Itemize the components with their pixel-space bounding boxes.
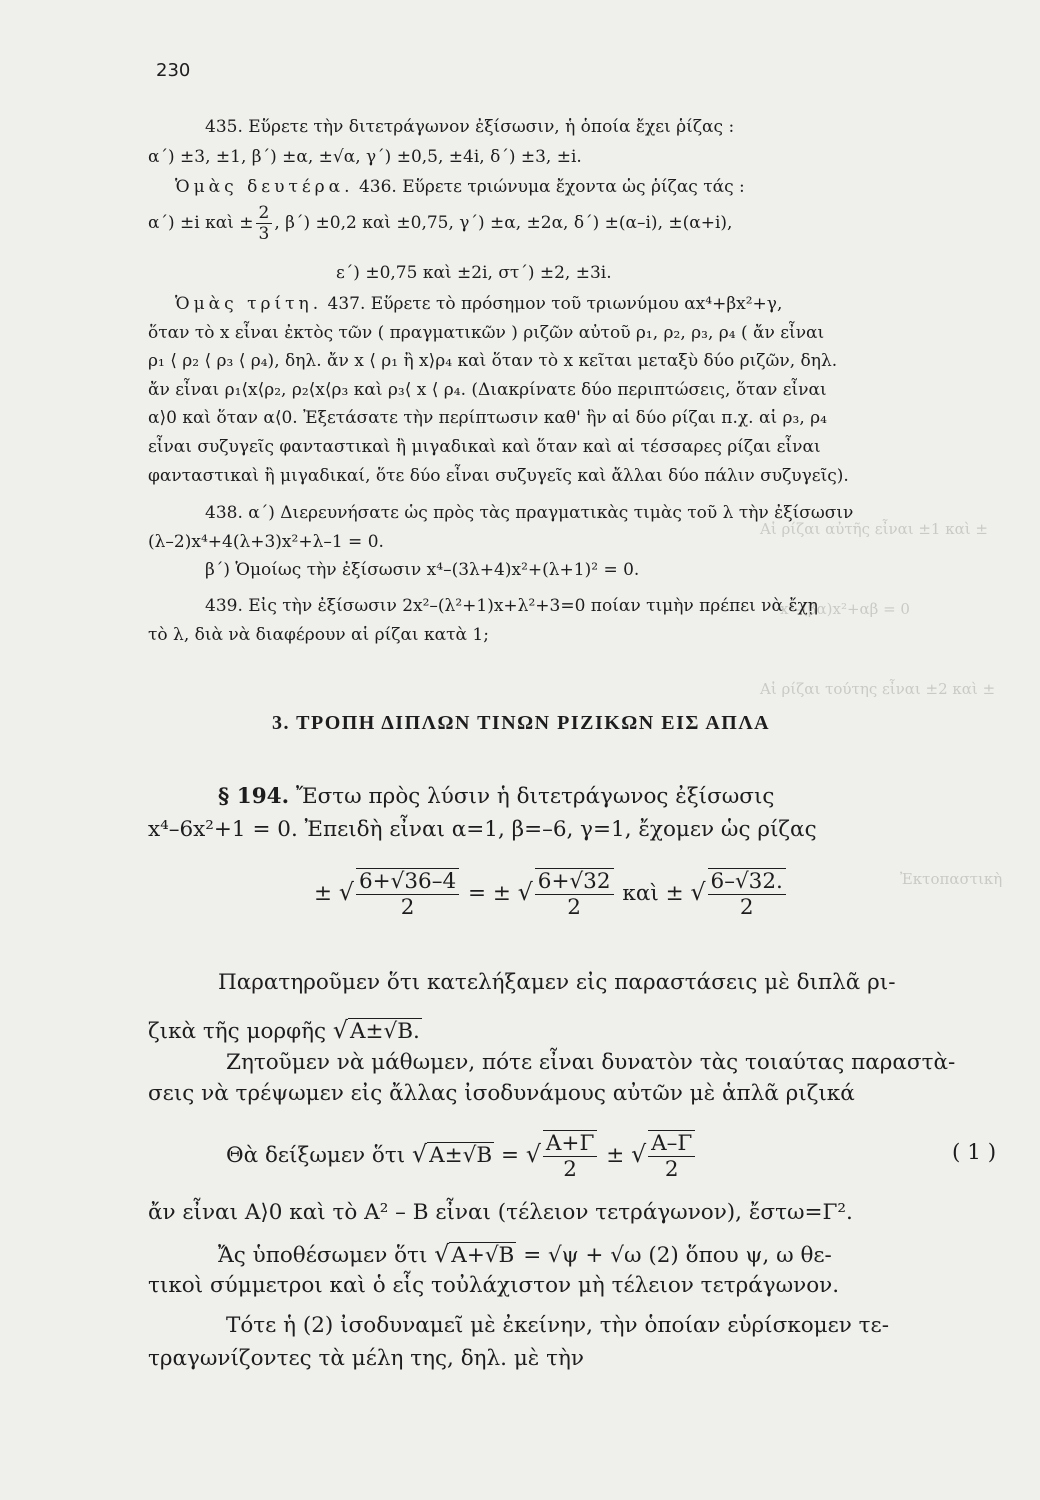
exercise-438-body: β΄) Ὁμοίως τὴν ἐξίσωσιν x⁴–(3λ+4)x²+(λ+1)² = 0. xyxy=(205,560,640,580)
bleed-through-text: x⁴–(βα)x²+αβ = 0 xyxy=(780,600,910,618)
exercise-437-text: 437. Εὕρετε τὸ πρόσημον τοῦ τριωνύμου αx⁴+βx²+γ, xyxy=(327,294,783,314)
radical-sign: √ xyxy=(517,878,533,906)
paragraph-text: σεις νὰ τρέψωμεν εἰς ἄλλας ἰσοδυνάμους αὐτῶν μὲ ἁπλᾶ ριζικά xyxy=(148,1081,855,1106)
radicand: A±√B. xyxy=(349,1019,420,1044)
paragraph-text: Ζητοῦμεν νὰ μάθωμεν, πότε εἶναι δυνατὸν τὰς τοιαύτας παραστὰ- xyxy=(226,1050,956,1075)
exercise-438-equation: (λ–2)x⁴+4(λ+3)x²+λ–1 = 0. xyxy=(148,532,384,552)
fraction-numerator: 6+√32 xyxy=(535,868,614,895)
section-heading: 3. ΤΡΟΠΗ ΔΙΠΛΩΝ ΤΙΝΩΝ ΡΙΖΙΚΩΝ ΕΙΣ ΑΠΛΑ xyxy=(272,712,771,734)
fraction xyxy=(256,203,273,244)
fraction-numerator: 6–√32. xyxy=(708,868,786,895)
conjunction: καὶ ± xyxy=(622,881,684,906)
radicand: A±√B xyxy=(429,1143,493,1168)
exercise-437-body: ὅταν τὸ x εἶναι ἐκτὸς τῶν ( πραγματικῶν ) ριζῶν αὐτοῦ ρ₁, ρ₂, ρ₃, ρ₄ ( ἄν εἶναι xyxy=(148,323,825,343)
equals-plus-minus: = ± xyxy=(467,881,511,906)
text-run: = √ψ + √ω (2) ὅπου ψ, ω θε- xyxy=(523,1243,832,1268)
roots-formula xyxy=(314,868,788,920)
fraction xyxy=(648,1130,695,1182)
exercise-437-body: α⟩0 καὶ ὅταν α⟨0. Ἐξετάσατε τὴν περίπτωσιν καθ' ἣν αἱ δύο ρίζαι π.χ. αἱ ρ₃, ρ₄ xyxy=(148,408,827,428)
paragraph-194-line xyxy=(218,784,774,809)
exercise-439-body: 439. Εἰς τὴν ἐξίσωσιν 2x²–(λ²+1)x+λ²+3=0 ποίαν τιμὴν πρέπει νὰ ἔχῃ xyxy=(205,596,818,616)
equation-number: ( 1 ) xyxy=(952,1140,997,1165)
paragraph-text: ἄν εἶναι A⟩0 καὶ τὸ A² – B εἶναι (τέλειον τετράγωνον), ἔστω=Γ². xyxy=(148,1200,853,1225)
group-label: Ὁμὰς τρίτη. xyxy=(175,294,323,314)
paragraph-text xyxy=(148,1016,422,1044)
paragraph-text: x⁴–6x²+1 = 0. Ἐπειδὴ εἶναι α=1, β=–6, γ=1, ἔχομεν ὡς ρίζας xyxy=(148,817,817,842)
paragraph-text: Τότε ἡ (2) ἰσοδυναμεῖ μὲ ἐκείνην, τὴν ὁποίαν εὑρίσκομεν τε- xyxy=(226,1313,889,1338)
bleed-through-text: Αἱ ρίζαι αὐτῆς εἶναι ±1 καὶ ± xyxy=(760,520,988,538)
exercise-436-text: 436. Εὕρετε τριώνυμα ἔχοντα ὡς ῥίζας τάς : xyxy=(358,177,745,197)
group-label: Ὁμὰς δευτέρα. xyxy=(175,177,354,197)
answer-prefix: α΄) ±i καὶ ± xyxy=(148,213,254,233)
plus-minus: ± xyxy=(314,881,333,906)
radical-sign: √ xyxy=(412,1140,428,1168)
exercise-437-line xyxy=(175,294,782,314)
paragraph-text: τικοὶ σύμμετροι καὶ ὁ εἷς τοὐλάχιστον μὴ τέλειον τετράγωνον. xyxy=(148,1273,840,1298)
answer-suffix: , β΄) ±0,2 καὶ ±0,75, γ΄) ±α, ±2α, δ΄) ±(α–i), ±(α+i), xyxy=(274,213,733,233)
bleed-through-text: Αἱ ρίζαι τούτης εἶναι ±2 καὶ ± xyxy=(760,680,996,698)
radical-sign: √ xyxy=(525,1140,541,1168)
exercise-437-body: φανταστικαὶ ἢ μιγαδικαί, ὅτε δύο εἶναι συζυγεῖς καὶ ἄλλαι δύο πάλιν συζυγεῖς). xyxy=(148,466,849,486)
radicand: A+√B xyxy=(451,1243,515,1268)
exercise-437-body: εἶναι συζυγεῖς φανταστικαὶ ἢ μιγαδικαὶ καὶ ὅταν καὶ αἱ τέσσαρες ρίζαι εἶναι xyxy=(148,437,821,457)
text-run: Θὰ δείξωμεν ὅτι xyxy=(226,1143,406,1168)
exercise-437-body: ἄν εἶναι ρ₁⟨x⟨ρ₂, ρ₂⟨x⟨ρ₃ καὶ ρ₃⟨ x ⟨ ρ₄. (Διακρίνατε δύο περιπτώσεις, ὅταν εἶναι xyxy=(148,380,827,400)
radical-sign: √ xyxy=(631,1140,647,1168)
fraction-denominator: 2 xyxy=(739,895,754,920)
exercise-435-intro: 435. Εὕρετε τὴν διτετράγωνον ἐξίσωσιν, ἡ ὁποία ἔχει ῥίζας : xyxy=(205,117,735,137)
radical-sign: √ xyxy=(434,1240,450,1268)
identity-formula xyxy=(226,1130,697,1182)
fraction-numerator: A+Γ xyxy=(543,1130,597,1157)
fraction-denominator: 2 xyxy=(400,895,415,920)
fraction-numerator: A–Γ xyxy=(648,1130,695,1157)
exercise-438-body: 438. α΄) Διερευνήσατε ὡς πρὸς τὰς πραγματικὰς τιμὰς τοῦ λ τὴν ἐξίσωσιν xyxy=(205,503,854,523)
paragraph-text xyxy=(218,1240,832,1268)
exercise-437-body: ρ₁ ⟨ ρ₂ ⟨ ρ₃ ⟨ ρ₄), δηλ. ἄν x ⟨ ρ₁ ἢ x⟩ρ₄ καὶ ὅταν τὸ x κεῖται μεταξὺ δύο ριζῶν, δηλ. xyxy=(148,351,838,371)
fraction-numerator: 6+√36–4 xyxy=(356,868,459,895)
fraction-numerator: 2 xyxy=(256,203,273,224)
fraction xyxy=(535,868,614,920)
plus-minus: ± xyxy=(606,1143,625,1168)
exercise-436-answers-2: ε΄) ±0,75 καὶ ±2i, στ΄) ±2, ±3i. xyxy=(336,263,612,283)
exercise-436-answers xyxy=(148,203,732,244)
bleed-through-text: Ἐκτοπαστικὴ xyxy=(900,870,1003,888)
text-run: Ἄς ὑποθέσωμεν ὅτι xyxy=(218,1243,428,1268)
radical-sign: √ xyxy=(690,878,706,906)
fraction-denominator: 2 xyxy=(664,1157,679,1182)
fraction-denominator: 2 xyxy=(563,1157,577,1182)
exercise-436-line xyxy=(175,177,745,197)
radical-sign: √ xyxy=(332,1016,348,1044)
paragraph-text: Ἔστω πρὸς λύσιν ἡ διτετράγωνος ἐξίσωσις xyxy=(295,784,775,809)
equals-sign: = xyxy=(500,1143,519,1168)
exercise-439-body: τὸ λ, διὰ νὰ διαφέρουν αἱ ρίζαι κατὰ 1; xyxy=(148,625,489,645)
fraction xyxy=(543,1130,597,1182)
exercise-435-answers: α΄) ±3, ±1, β΄) ±α, ±√α, γ΄) ±0,5, ±4i, δ΄) ±3, ±i. xyxy=(148,147,582,167)
paragraph-text: Παρατηροῦμεν ὅτι κατελήξαμεν εἰς παραστάσεις μὲ διπλᾶ ρι- xyxy=(218,970,896,995)
fraction-denominator: 3 xyxy=(258,224,270,244)
text-run: ζικὰ τῆς μορφῆς xyxy=(148,1019,327,1044)
paragraph-text: τραγωνίζοντες τὰ μέλη της, δηλ. μὲ τὴν xyxy=(148,1346,585,1371)
radical-sign: √ xyxy=(338,878,354,906)
fraction xyxy=(356,868,459,920)
fraction-denominator: 2 xyxy=(567,895,581,920)
page-number: 230 xyxy=(156,60,191,81)
fraction xyxy=(708,868,786,920)
paragraph-number: § 194. xyxy=(218,784,290,809)
